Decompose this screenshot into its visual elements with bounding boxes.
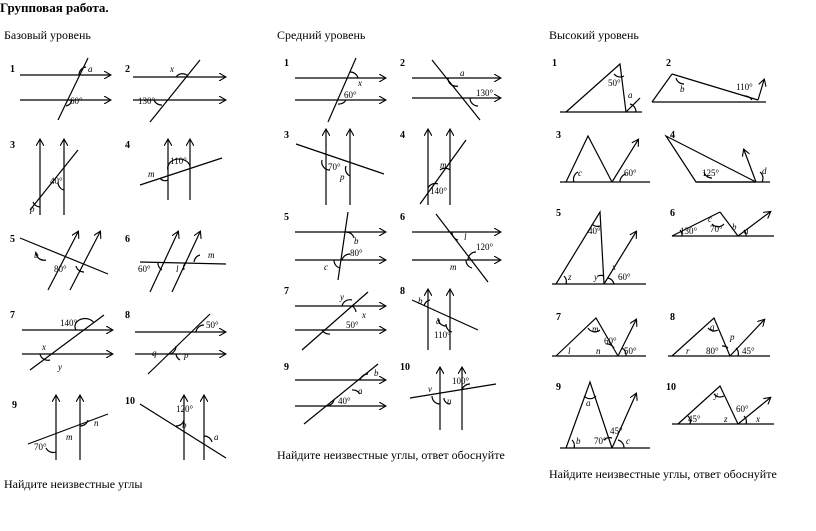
problem-number: 3 bbox=[10, 140, 15, 151]
angle-label: x bbox=[612, 262, 616, 272]
basic-problem-5 bbox=[20, 232, 108, 290]
angle-label: 110° bbox=[736, 82, 753, 92]
angle-label: 140° bbox=[60, 318, 78, 328]
angle-label: c bbox=[578, 168, 582, 178]
problem-number: 7 bbox=[284, 286, 289, 297]
angle-label: x bbox=[756, 414, 760, 424]
angle-label: 80° bbox=[706, 346, 719, 356]
high-footer: Найдите неизвестные углы, ответ обоснуйте bbox=[549, 467, 777, 481]
angle-label: 60° bbox=[618, 272, 631, 282]
angle-label: y bbox=[714, 390, 718, 400]
basic-problem-6 bbox=[140, 232, 226, 292]
angle-label: 50° bbox=[346, 320, 359, 330]
problem-number: 1 bbox=[10, 64, 15, 75]
problem-number: 6 bbox=[125, 234, 130, 245]
angle-label: m bbox=[66, 432, 73, 442]
angle-label: c bbox=[708, 214, 712, 224]
high-problem-5 bbox=[552, 212, 646, 284]
angle-label: c bbox=[324, 262, 328, 272]
angle-label: 130° bbox=[476, 88, 494, 98]
middle-footer: Найдите неизвестные углы, ответ обоснуйте bbox=[277, 448, 505, 462]
problem-number: 2 bbox=[666, 58, 671, 69]
problem-number: 10 bbox=[125, 396, 135, 407]
angle-label: n bbox=[94, 418, 99, 428]
angle-label: y bbox=[594, 272, 598, 282]
angle-label: a bbox=[460, 68, 465, 78]
angle-label: d bbox=[762, 166, 767, 176]
problem-number: 8 bbox=[125, 310, 130, 321]
angle-label: x bbox=[362, 310, 366, 320]
problem-number: 7 bbox=[556, 312, 561, 323]
problem-number: 9 bbox=[12, 400, 17, 411]
problem-number: 8 bbox=[400, 286, 405, 297]
angle-label: 40° bbox=[588, 226, 601, 236]
angle-label: 60° bbox=[736, 404, 749, 414]
problem-number: 5 bbox=[284, 212, 289, 223]
angle-label: 60° bbox=[344, 90, 357, 100]
basic-problem-1 bbox=[20, 58, 110, 120]
angle-label: 50° bbox=[206, 320, 219, 330]
angle-label: 70° bbox=[710, 224, 723, 234]
angle-label: 45° bbox=[610, 426, 623, 436]
angle-label: n bbox=[596, 346, 601, 356]
basic-footer: Найдите неизвестные углы bbox=[4, 477, 143, 491]
angle-label: a bbox=[88, 64, 93, 74]
middle-level-heading: Средний уровень bbox=[277, 28, 366, 42]
angle-label: p bbox=[30, 204, 35, 214]
problem-number: 2 bbox=[125, 64, 130, 75]
angle-label: 45° bbox=[742, 346, 755, 356]
angle-label: b bbox=[374, 368, 379, 378]
problem-number: 4 bbox=[400, 130, 405, 141]
angle-label: 100° bbox=[452, 376, 470, 386]
angle-label: l bbox=[176, 264, 179, 274]
problem-number: 10 bbox=[400, 362, 410, 373]
problem-number: 2 bbox=[400, 58, 405, 69]
angle-label: 40° bbox=[338, 396, 351, 406]
angle-label: m bbox=[208, 250, 215, 260]
middle-problem-1 bbox=[295, 58, 385, 122]
high-problem-1 bbox=[560, 64, 642, 112]
angle-label: b bbox=[354, 236, 359, 246]
problem-number: 9 bbox=[556, 382, 561, 393]
angle-label: l bbox=[568, 346, 571, 356]
angle-label: a bbox=[214, 432, 219, 442]
angle-label: q bbox=[152, 348, 157, 358]
angle-label: b bbox=[576, 436, 581, 446]
angle-label: y bbox=[58, 362, 62, 372]
problem-number: 9 bbox=[284, 362, 289, 373]
middle-problem-5 bbox=[295, 212, 385, 280]
problem-number: 10 bbox=[666, 382, 676, 393]
angle-label: x bbox=[170, 64, 174, 74]
angle-label: p bbox=[340, 172, 345, 182]
angle-label: c bbox=[626, 436, 630, 446]
angle-label: 120° bbox=[176, 404, 194, 414]
problem-number: 8 bbox=[670, 312, 675, 323]
problem-number: 3 bbox=[556, 130, 561, 141]
problem-number: 5 bbox=[10, 234, 15, 245]
angle-label: 45° bbox=[688, 414, 701, 424]
angle-label: z bbox=[568, 272, 572, 282]
angle-label: b bbox=[732, 222, 737, 232]
angle-label: v bbox=[428, 384, 432, 394]
problem-number: 4 bbox=[670, 130, 675, 141]
angle-label: q bbox=[710, 322, 715, 332]
angle-label: m bbox=[148, 169, 155, 179]
angle-label: 70° bbox=[34, 442, 47, 452]
basic-level-heading: Базовый уровень bbox=[4, 28, 91, 42]
angle-label: l bbox=[464, 232, 467, 242]
angle-label: 50° bbox=[608, 78, 621, 88]
angle-label: m bbox=[440, 160, 447, 170]
angle-label: p bbox=[730, 332, 735, 342]
angle-label: 140° bbox=[430, 186, 448, 196]
angle-label: 60° bbox=[624, 168, 637, 178]
angle-label: 40° bbox=[50, 176, 63, 186]
angle-label: p bbox=[184, 350, 189, 360]
angle-label: b bbox=[418, 296, 423, 306]
angle-label: b bbox=[182, 420, 187, 430]
angle-label: u bbox=[447, 396, 452, 406]
angle-label: a bbox=[744, 226, 749, 236]
middle-problem-9 bbox=[295, 364, 385, 424]
angle-label: 130° bbox=[138, 96, 156, 106]
angle-label: 60° bbox=[70, 96, 83, 106]
problem-number: 6 bbox=[400, 212, 405, 223]
high-level-heading: Высокий уровень bbox=[549, 28, 639, 42]
angle-label: x bbox=[358, 78, 362, 88]
angle-label: z bbox=[724, 414, 728, 424]
angle-label: r bbox=[686, 346, 690, 356]
angle-label: b bbox=[680, 84, 685, 94]
angle-label: 50° bbox=[624, 346, 637, 356]
angle-label: 80° bbox=[350, 248, 363, 258]
angle-label: a bbox=[628, 90, 633, 100]
page-title: Групповая работа. bbox=[0, 0, 109, 15]
angle-label: a bbox=[586, 398, 591, 408]
problem-number: 5 bbox=[556, 208, 561, 219]
angle-label: 125° bbox=[702, 168, 720, 178]
angle-label: m bbox=[450, 262, 457, 272]
angle-label: b bbox=[34, 250, 39, 260]
angle-label: 110° bbox=[170, 156, 187, 166]
problem-number: 6 bbox=[670, 208, 675, 219]
problem-number: 7 bbox=[10, 310, 15, 321]
basic-problem-2 bbox=[133, 60, 225, 122]
angle-label: a bbox=[436, 316, 441, 326]
angle-label: 70° bbox=[594, 436, 607, 446]
angle-label: x bbox=[42, 342, 46, 352]
problem-number: 3 bbox=[284, 130, 289, 141]
angle-label: 60° bbox=[138, 264, 151, 274]
problem-number: 4 bbox=[125, 140, 130, 151]
problem-number: 1 bbox=[552, 58, 557, 69]
angle-label: 60° bbox=[604, 336, 617, 346]
angle-label: m bbox=[592, 324, 599, 334]
problem-number: 1 bbox=[284, 58, 289, 69]
high-problem-8 bbox=[668, 318, 770, 356]
angle-label: y bbox=[340, 292, 344, 302]
angle-label: a bbox=[358, 386, 363, 396]
angle-label: 130° bbox=[680, 226, 698, 236]
angle-label: 110° bbox=[434, 330, 451, 340]
angle-label: 70° bbox=[328, 162, 341, 172]
angle-label: 120° bbox=[476, 242, 494, 252]
angle-label: 80° bbox=[54, 264, 67, 274]
